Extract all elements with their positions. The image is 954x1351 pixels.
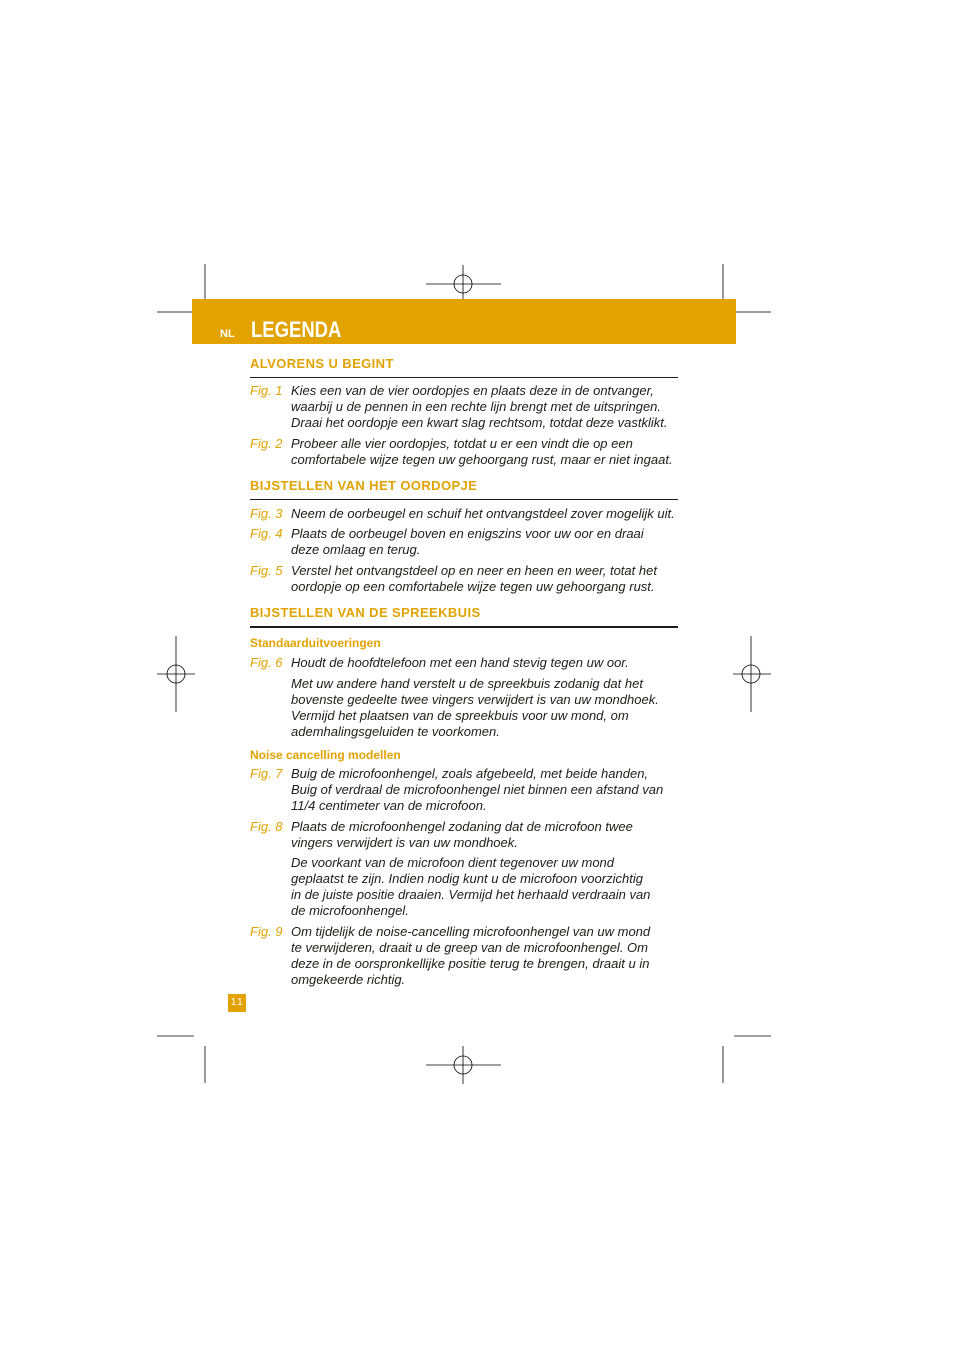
registration-mark-top [426, 265, 501, 303]
text-line: Buig of verdraal de microfoonhengel niet binnen een afstand van [291, 782, 664, 797]
text-line: in de juiste positie draaien. Vermijd het herhaald verdraain van [291, 887, 651, 902]
text-line: comfortabele wijze tegen uw gehoorgang rust, maar er niet ingaat. [291, 452, 673, 467]
instruction-text [291, 436, 678, 468]
fig-label: Fig. 2 [250, 436, 283, 451]
fig-7-instruction [250, 766, 678, 814]
fig-5-instruction [250, 563, 678, 595]
subsection-heading: Standaarduitvoeringen [250, 636, 381, 650]
fig-9-instruction [250, 924, 678, 988]
fig-label: Fig. 3 [250, 506, 283, 521]
text-line: Vermijd het plaatsen van de spreekbuis voor uw mond, om [291, 708, 629, 723]
fig-label: Fig. 5 [250, 563, 283, 578]
text-line: 11/4 centimeter van de microfoon. [291, 798, 487, 813]
section-heading: BIJSTELLEN VAN HET OORDOPJE [250, 478, 478, 493]
text-line: waarbij u de pennen in een rechte lijn brengt met de uitspringen. [291, 399, 662, 414]
fig-label: Fig. 8 [250, 819, 283, 834]
section-divider [250, 499, 678, 500]
text-line: Plaats de microfoonhengel zodaning dat de microfoon twee [291, 819, 633, 834]
fig-6-instruction [250, 655, 678, 671]
section-heading: ALVORENS U BEGINT [250, 356, 394, 371]
instruction-note [291, 676, 678, 740]
text-line: te verwijderen, draait u de greep van de microfoonhengel. Om [291, 940, 648, 955]
fig-label: Fig. 4 [250, 526, 283, 541]
text-line: ademhalingsgeluiden te voorkomen. [291, 724, 500, 739]
text-line: omgekeerde richtig. [291, 972, 406, 987]
registration-mark-left [157, 636, 195, 712]
text-line: Met uw andere hand verstelt u de spreekbuis zodanig dat het [291, 676, 643, 691]
text-line: bovenste gedeelte twee vingers verwijdert is van uw mondhoek. [291, 692, 659, 707]
text-line: oordopje op een comfortabele wijze tegen uw gehoorgang rust. [291, 579, 655, 594]
instruction-text [291, 506, 678, 522]
section-divider [250, 377, 678, 378]
registration-mark-right [733, 636, 771, 712]
instruction-text [291, 563, 678, 595]
text-line: Kies een van de vier oordopjes en plaats deze in de ontvanger, [291, 383, 654, 398]
text-line: Plaats de oorbeugel boven en enigszins voor uw oor en draai [291, 526, 644, 541]
page-title: LEGENDA [251, 317, 342, 342]
text-line: de microfoonhengel. [291, 903, 409, 918]
text-line: vingers verwijdert is van uw mondhoek. [291, 835, 518, 850]
text-line: Neem de oorbeugel en schuif het ontvangstdeel zover mogelijk uit. [291, 506, 675, 521]
fig-8-instruction [250, 819, 678, 851]
text-line: deze omlaag en terug. [291, 542, 421, 557]
instruction-text [291, 655, 678, 671]
text-line: geplaatst te zijn. Indien nodig kunt u de microfoon voorzichtig [291, 871, 643, 886]
instruction-text [291, 383, 678, 431]
fig-label: Fig. 9 [250, 924, 283, 939]
section-heading: BIJSTELLEN VAN DE SPREEKBUIS [250, 605, 481, 620]
text-line: Verstel het ontvangstdeel op en neer en heen en weer, totat het [291, 563, 657, 578]
text-line: Draai het oordopje een kwart slag rechtsom, totdat deze vastklikt. [291, 415, 668, 430]
language-code: NL [220, 328, 235, 340]
subsection-heading: Noise cancelling modellen [250, 748, 401, 762]
text-line: deze in de oorspronkellijke positie terug te brengen, draait u in [291, 956, 650, 971]
text-line: De voorkant van de microfoon dient tegenover uw mond [291, 855, 615, 870]
crop-mark-bottom-left [157, 1036, 205, 1083]
fig-3-instruction [250, 506, 678, 522]
text-line: Probeer alle vier oordopjes, totdat u er een vindt die op een [291, 436, 633, 451]
instruction-text [291, 819, 678, 851]
fig-2-instruction [250, 436, 678, 468]
instruction-note [291, 855, 678, 919]
text-line: Om tijdelijk de noise-cancelling microfoonhengel van uw mond [291, 924, 651, 939]
fig-label: Fig. 7 [250, 766, 283, 781]
text-line: Buig de microfoonhengel, zoals afgebeeld, met beide handen, [291, 766, 649, 781]
instruction-text [291, 766, 678, 814]
instruction-text [291, 924, 678, 988]
instruction-text [291, 526, 678, 558]
fig-4-instruction [250, 526, 678, 558]
fig-label: Fig. 6 [250, 655, 283, 670]
registration-mark-bottom [426, 1046, 501, 1084]
text-line: Houdt de hoofdtelefoon met een hand stevig tegen uw oor. [291, 655, 629, 670]
crop-mark-bottom-right [723, 1036, 771, 1083]
fig-label: Fig. 1 [250, 383, 283, 398]
page-number: 11 [228, 994, 246, 1012]
fig-1-instruction [250, 383, 678, 431]
section-divider [250, 626, 678, 628]
